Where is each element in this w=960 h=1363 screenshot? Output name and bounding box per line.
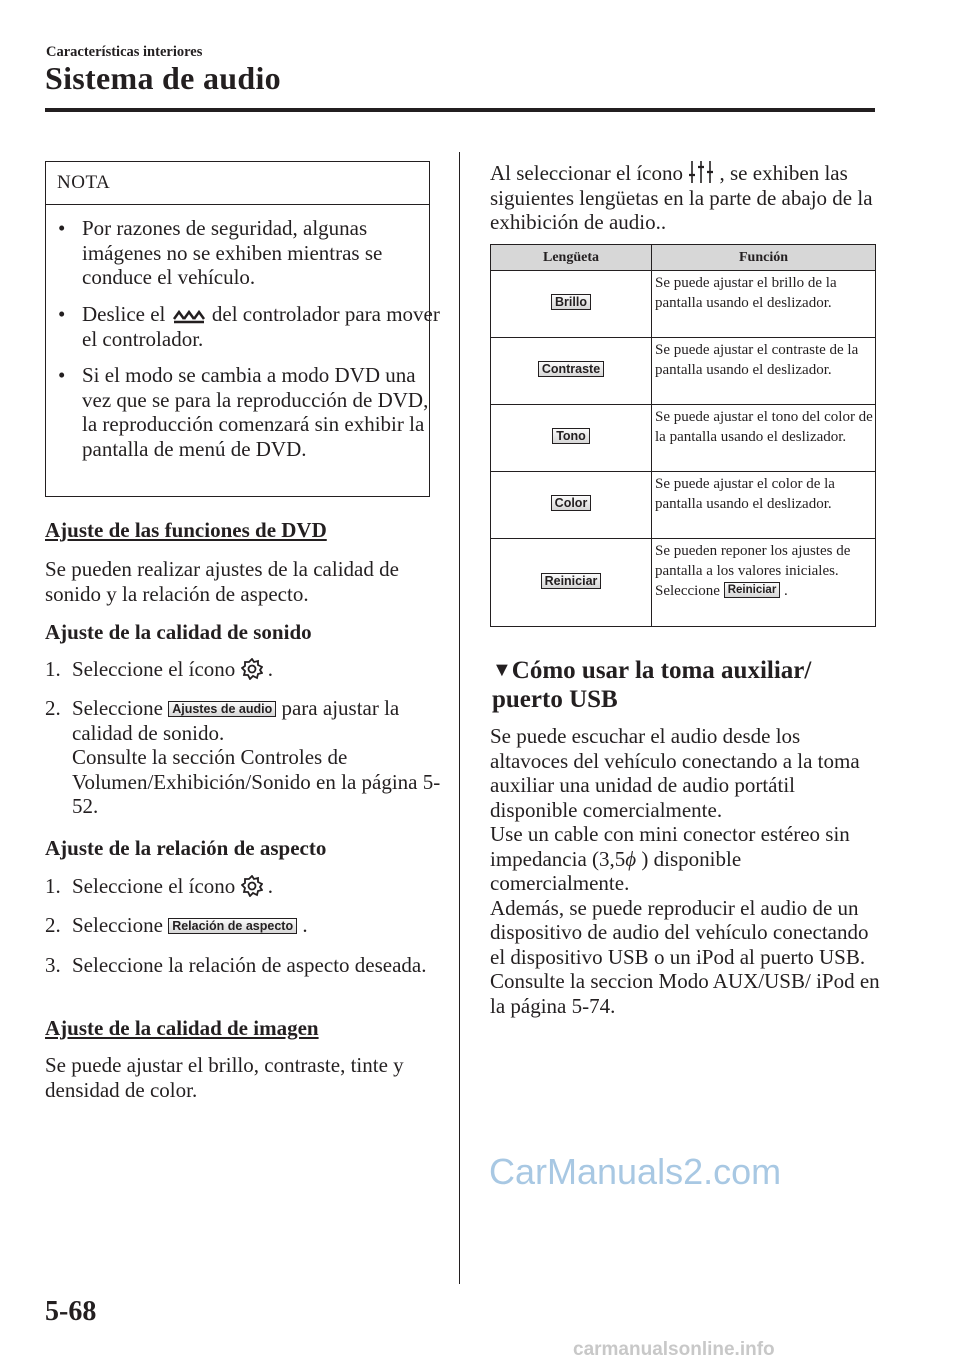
aux-usb-heading: ▼Cómo usar la toma auxiliar/ puerto USB: [492, 657, 812, 713]
reset-button[interactable]: Reiniciar: [724, 582, 781, 598]
table-row: [491, 539, 876, 627]
equalizer-icon: [688, 160, 714, 184]
page-title: Sistema de audio: [45, 60, 281, 96]
table-cell: Se puede ajustar el contraste de la pantalla usando el deslizador.: [652, 338, 876, 405]
aspect-ratio-button[interactable]: Relación de aspecto: [168, 918, 297, 934]
aux-usb-text: Se puede escuchar el audio desde los altavoces del vehículo conectando a la toma auxiliar una unidad de audio portátil disponible comercialmente. Use un cable con mini conector estéreo sin impedancia (3,5ϕ ) disponible comercialmente. Además, se puede reproducir el audio de un dispositivo de audio del vehículo conectando el dispositivo USB o un iPod al puerto USB. Consulte la seccion Modo AUX/USB/ iPod en la página 5-74.: [490, 724, 880, 1018]
column-divider: [459, 152, 460, 1284]
tone-tab-button[interactable]: Tono: [552, 428, 590, 444]
table-row: [491, 472, 876, 539]
contrast-tab-button[interactable]: Contraste: [538, 361, 604, 377]
dvd-intro-text: Se pueden realizar ajustes de la calidad de sonido y la relación de aspecto.: [45, 557, 399, 606]
table-cell: Se puede ajustar el brillo de la pantalla usando el deslizador.: [652, 271, 876, 338]
footer-source: carmanualsonline.info: [573, 1339, 775, 1360]
bullet-dot: •: [58, 216, 66, 240]
page-number: 5-68: [45, 1296, 97, 1327]
note-title: NOTA: [46, 162, 429, 205]
gear-icon: [241, 875, 263, 897]
audio-settings-button[interactable]: Ajustes de audio: [168, 701, 276, 717]
triangle-icon: ▼: [492, 659, 512, 681]
sound-quality-heading: Ajuste de la calidad de sonido: [45, 620, 312, 644]
watermark: CarManuals2.com: [489, 1151, 782, 1192]
reset-tab-button[interactable]: Reiniciar: [541, 573, 602, 589]
note-box: [45, 161, 440, 497]
section-label: Características interiores: [46, 44, 203, 60]
sound-step-2: 2. Seleccione Ajustes de audio para ajustar la calidad de sonido. Consulte la sección Controles de Volumen/Exhibición/Sonido en la página 5-52.: [45, 696, 441, 818]
brightness-tab-button[interactable]: Brillo: [551, 294, 591, 310]
dvd-functions-heading: Ajuste de las funciones de DVD: [45, 518, 327, 542]
header-rule: [45, 108, 875, 112]
tabs-table: [490, 244, 876, 627]
bullet-dot: •: [58, 302, 66, 326]
column-header: Lengüeta: [491, 245, 652, 271]
aspect-step-3: 3. Seleccione la relación de aspecto deseada.: [45, 953, 427, 977]
aspect-step-1: 1. Seleccione el ícono .: [45, 874, 274, 898]
tabs-intro-text: Al seleccionar el ícono , se exhiben las siguientes lengüetas en la parte de abajo de la exhibición de audio..: [490, 161, 873, 234]
phi-symbol: ϕ: [625, 846, 637, 871]
table-cell: Se puede ajustar el tono del color de la pantalla usando el deslizador.: [652, 405, 876, 472]
note-item: • Deslice el del controlador para mover el controlador.: [58, 302, 440, 351]
sound-step-1: 1. Seleccione el ícono .: [45, 657, 274, 681]
note-item: • Por razones de seguridad, algunas imágenes no se exhiben mientras se conduce el vehículo.: [58, 216, 383, 289]
image-quality-text: Se puede ajustar el brillo, contraste, tinte y densidad de color.: [45, 1053, 404, 1102]
slider-handle-icon: [171, 307, 207, 325]
note-item: • Si el modo se cambia a modo DVD una vez que se para la reproducción de DVD, la reproducción comenzará sin exhibir la pantalla de menú de DVD.: [58, 363, 429, 461]
table-cell: Se pueden reponer los ajustes de pantalla a los valores iniciales. Seleccione Reiniciar .: [652, 539, 876, 627]
bullet-dot: •: [58, 363, 66, 387]
aspect-ratio-heading: Ajuste de la relación de aspecto: [45, 836, 327, 860]
table-cell: Se puede ajustar el color de la pantalla usando el deslizador.: [652, 472, 876, 539]
aspect-step-2: 2. Seleccione Relación de aspecto .: [45, 913, 308, 937]
image-quality-heading: Ajuste de la calidad de imagen: [45, 1016, 319, 1040]
table-row: [491, 405, 876, 472]
gear-icon: [241, 658, 263, 680]
table-row: [491, 271, 876, 338]
column-header: Función: [652, 245, 876, 271]
color-tab-button[interactable]: Color: [551, 495, 592, 511]
table-row: [491, 338, 876, 405]
